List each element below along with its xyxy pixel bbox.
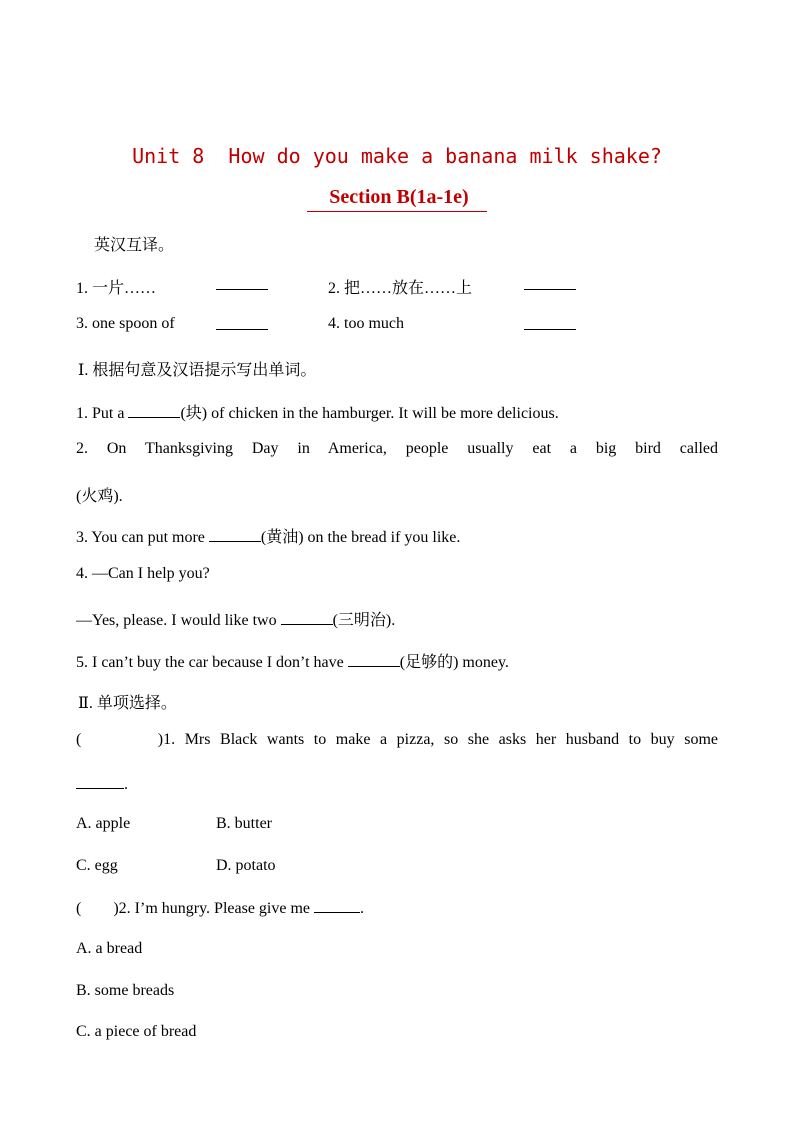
part1-q2-line1: 2. On Thanksgiving Day in America, people usually eat a big bird called bbox=[76, 440, 718, 457]
part2-q2-option-b[interactable]: B. some breads bbox=[76, 982, 175, 999]
part2-q1-option-c[interactable]: C. egg bbox=[76, 857, 118, 874]
part2-q2-stem: ( )2. I’m hungry. Please give me bbox=[76, 900, 311, 917]
part1-q1-after: (块) of chicken in the hamburger. It will be more delicious. bbox=[180, 405, 559, 422]
section-subtitle-text: Section B(1a-1e) bbox=[307, 186, 486, 212]
part2-q1-stem-end bbox=[76, 774, 128, 794]
part2-q1-option-a[interactable]: A. apple bbox=[76, 815, 131, 832]
part1-q5-after: (足够的) money. bbox=[399, 654, 509, 671]
part2-q1-stem: ( )1. Mrs Black wants to make a pizza, so she asks her husband to buy some bbox=[76, 731, 718, 748]
part1-q4-line2 bbox=[76, 607, 395, 630]
part2-heading: Ⅱ. 单项选择。 bbox=[78, 695, 177, 712]
translate-blank-4[interactable] bbox=[524, 315, 576, 335]
part1-q4-blank[interactable] bbox=[281, 610, 333, 625]
part2-q1-option-d[interactable]: D. potato bbox=[216, 857, 276, 874]
part2-q2-option-a[interactable]: A. a bread bbox=[76, 940, 143, 957]
translate-blank-3[interactable] bbox=[216, 315, 268, 335]
part1-q3 bbox=[76, 524, 460, 547]
part1-heading: Ⅰ. 根据句意及汉语提示写出单词。 bbox=[78, 362, 317, 379]
part1-q2-line2: (火鸡). bbox=[76, 488, 123, 505]
translate-item-4: 4. too much bbox=[328, 315, 404, 332]
part1-q4-after: (三明治). bbox=[332, 612, 396, 629]
translate-item-2: 2. 把……放在……上 bbox=[328, 280, 473, 297]
part2-q1-option-b[interactable]: B. butter bbox=[216, 815, 272, 832]
translate-blank-2[interactable] bbox=[524, 275, 576, 295]
part2-q2-option-c[interactable]: C. a piece of bread bbox=[76, 1023, 197, 1040]
page-title: Unit 8 How do you make a banana milk shake? bbox=[132, 144, 662, 168]
part1-q4-line1: 4. —Can I help you? bbox=[76, 565, 210, 582]
part2-q1-blank[interactable] bbox=[76, 774, 124, 789]
part2-q2-period: . bbox=[360, 900, 365, 917]
part2-q2 bbox=[76, 898, 364, 918]
part1-q3-after: (黄油) on the bread if you like. bbox=[260, 529, 461, 546]
section-subtitle bbox=[0, 186, 794, 209]
part1-q3-blank[interactable] bbox=[209, 527, 261, 542]
part2-q2-blank[interactable] bbox=[314, 898, 360, 913]
part1-q5 bbox=[76, 649, 509, 672]
translate-blank-1[interactable] bbox=[216, 275, 268, 295]
translate-heading: 英汉互译。 bbox=[94, 237, 175, 254]
translate-item-3: 3. one spoon of bbox=[76, 315, 175, 332]
part1-q1-before: 1. Put a bbox=[76, 405, 125, 422]
part2-q1-period: . bbox=[124, 776, 128, 793]
part1-q5-blank[interactable] bbox=[348, 652, 400, 667]
part1-q3-before: 3. You can put more bbox=[76, 529, 205, 546]
part1-q4-before: —Yes, please. I would like two bbox=[76, 612, 277, 629]
translate-item-1: 1. 一片…… bbox=[76, 280, 157, 297]
part1-q1 bbox=[76, 400, 559, 423]
part1-q5-before: 5. I can’t buy the car because I don’t have bbox=[76, 654, 344, 671]
part1-q1-blank[interactable] bbox=[128, 403, 180, 418]
